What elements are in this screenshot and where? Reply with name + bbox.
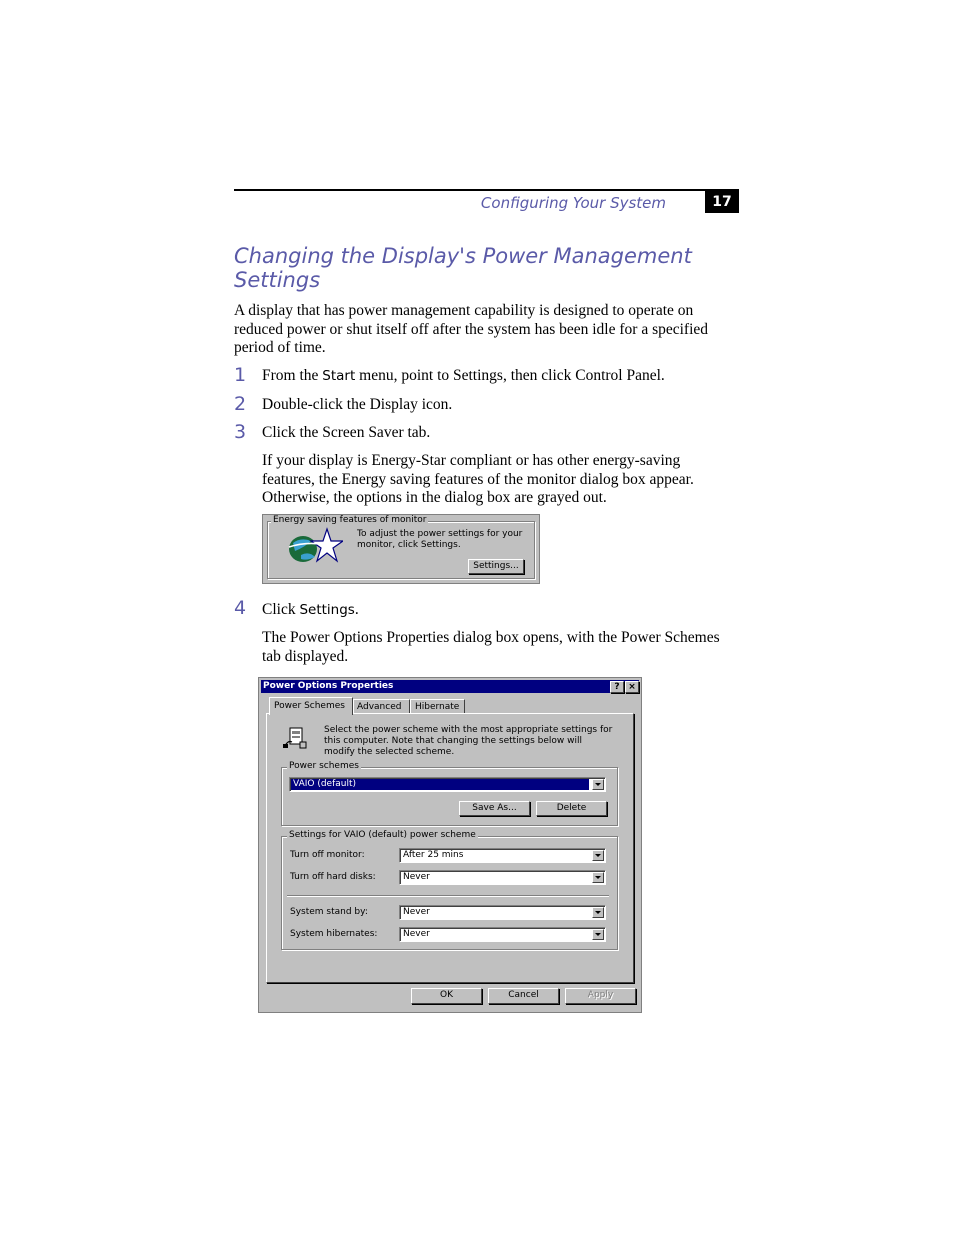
chevron-down-icon[interactable] <box>592 907 604 918</box>
system-stand-by-select[interactable] <box>399 905 606 920</box>
turn-off-hard-disks-value: Never <box>403 872 430 882</box>
energy-group-legend: Energy saving features of monitor <box>273 515 427 525</box>
step-3-note: If your display is Energy-Star compliant or has other energy-saving features, the Energy saving features of the monitor dialog box appear. Otherwise, the options in the dialog box are grayed out. <box>262 452 694 506</box>
step-1-text <box>262 367 737 386</box>
power-scheme-select[interactable] <box>289 777 606 792</box>
energy-saving-panel <box>262 514 540 584</box>
energy-settings-button[interactable]: Settings... <box>468 559 524 574</box>
step-4-post: . <box>354 601 359 618</box>
turn-off-hard-disks-label: Turn off hard disks: <box>290 872 376 882</box>
step-number-4: 4 <box>234 597 247 619</box>
step-1-pre: From the <box>262 367 323 384</box>
power-scheme-description: Select the power scheme with the most appropriate settings for this computer. Note that changing the settings below will modify the selected scheme. <box>324 725 613 757</box>
turn-off-monitor-value: After 25 mins <box>403 850 464 860</box>
tab-hibernate[interactable] <box>410 699 465 714</box>
step-4-text <box>262 601 737 620</box>
tab-hibernate-label: Hibernate <box>415 702 460 712</box>
energy-help-text: To adjust the power settings for your monitor, click Settings. <box>357 529 523 550</box>
dialog-close-button[interactable]: × <box>625 681 639 693</box>
settings-divider <box>287 895 609 896</box>
tab-advanced-label: Advanced <box>357 702 402 712</box>
step-number-2: 2 <box>234 393 247 415</box>
chevron-down-icon[interactable] <box>592 929 604 940</box>
step-4-ui-term: Settings <box>299 602 355 618</box>
chevron-down-icon[interactable] <box>592 872 604 883</box>
step-1-ui-term: Start <box>322 368 356 384</box>
dialog-titlebar <box>261 680 639 693</box>
system-hibernates-value: Never <box>403 929 430 939</box>
power-options-dialog <box>258 677 642 1013</box>
power-scheme-value: VAIO (default) <box>293 779 357 789</box>
power-plug-icon <box>282 724 308 750</box>
tab-power-schemes-label: Power Schemes <box>274 701 345 711</box>
power-schemes-legend: Power schemes <box>289 761 359 771</box>
step-4-note: The Power Options Properties dialog box opens, with the Power Schemes tab displayed. <box>262 629 720 665</box>
ok-button[interactable]: OK <box>411 988 482 1004</box>
turn-off-monitor-select[interactable] <box>399 848 606 863</box>
delete-button[interactable]: Delete <box>536 801 607 816</box>
chevron-down-icon[interactable] <box>592 850 604 861</box>
step-number-3: 3 <box>234 421 247 443</box>
running-header-title: Configuring Your System <box>480 194 666 212</box>
header-rule <box>234 189 739 191</box>
dialog-help-button[interactable]: ? <box>610 681 624 693</box>
step-2-text: Double-click the Display icon. <box>262 396 453 413</box>
intro-paragraph: A display that has power management capability is designed to operate on reduced power or shut itself off after the system has been idle for a specified period of time. <box>234 302 709 356</box>
system-hibernates-select[interactable] <box>399 927 606 942</box>
scheme-settings-legend: Settings for VAIO (default) power scheme <box>289 830 476 840</box>
power-schemes-group <box>281 767 618 826</box>
section-heading: Changing the Display's Power Management Settings <box>234 244 692 292</box>
turn-off-monitor-label: Turn off monitor: <box>290 850 365 860</box>
save-as-button[interactable]: Save As... <box>459 801 530 816</box>
page-number: 17 <box>705 191 739 213</box>
dialog-title: Power Options Properties <box>263 681 394 691</box>
step-1-post: menu, point to Settings, then click Control Panel. <box>355 367 665 384</box>
cancel-button[interactable]: Cancel <box>488 988 559 1004</box>
step-number-1: 1 <box>234 364 247 386</box>
step-3-text: Click the Screen Saver tab. <box>262 424 431 441</box>
chevron-down-icon[interactable] <box>592 779 604 790</box>
tab-panel <box>266 713 634 983</box>
system-hibernates-label: System hibernates: <box>290 929 378 939</box>
tab-advanced[interactable] <box>353 699 410 714</box>
tab-power-schemes[interactable] <box>269 697 353 715</box>
energy-star-logo-icon <box>287 527 343 563</box>
turn-off-hard-disks-select[interactable] <box>399 870 606 885</box>
system-stand-by-label: System stand by: <box>290 907 368 917</box>
step-4-pre: Click <box>262 601 300 618</box>
system-stand-by-value: Never <box>403 907 430 917</box>
apply-button[interactable]: Apply <box>565 988 636 1004</box>
